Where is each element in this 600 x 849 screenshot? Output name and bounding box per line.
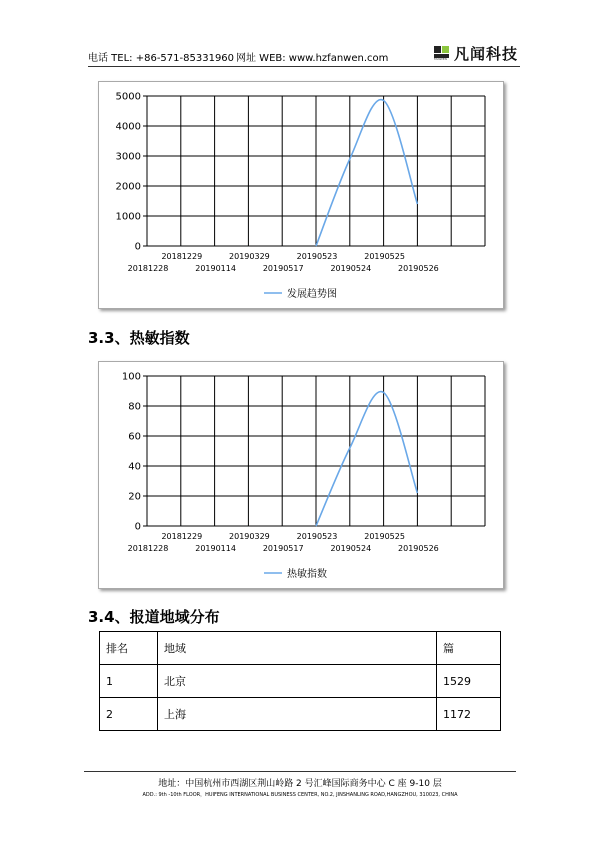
x-tick-label: 20190329 — [229, 532, 270, 541]
series-line — [316, 100, 417, 246]
cell-rank: 2 — [100, 698, 158, 731]
footer-address-en: ADD.: 9th -10th FLOOR，HUIFENG INTERNATIONAL BUSINESS CENTER, NO.2, JINSHANLING ROAD,HANGZHOU, 310023, CHINA — [142, 792, 458, 798]
header-cell-region: 地域 — [158, 632, 437, 665]
footer-divider — [84, 771, 516, 772]
header-tel: 电话 TEL: +86-571-85331960 — [88, 53, 235, 64]
x-tick-label: 20190524 — [330, 264, 372, 273]
x-tick-label: 20190526 — [398, 544, 439, 553]
heat-index-heading: 3.3、热敏指数 — [88, 329, 190, 347]
trend-chart-svg — [99, 82, 503, 308]
y-tick-label: 40 — [128, 461, 141, 473]
y-tick-label: 0 — [134, 521, 141, 533]
x-tick-label: 20181228 — [127, 544, 169, 553]
page-header — [88, 40, 520, 70]
x-tick-label: 20181229 — [161, 252, 203, 261]
legend-label: 热敏指数 — [287, 569, 327, 580]
trend-chart — [98, 81, 504, 309]
cell-count: 1529 — [437, 665, 501, 698]
y-tick-label: 5000 — [115, 91, 141, 103]
x-tick-label: 20190523 — [296, 532, 338, 541]
y-tick-label: 0 — [134, 241, 141, 253]
header-cell-count: 篇 — [437, 632, 501, 665]
x-tick-label: 20190114 — [195, 544, 236, 553]
logo-mark-icon: FANWEN — [434, 46, 450, 61]
cell-count: 1172 — [437, 698, 501, 731]
y-tick-label: 2000 — [115, 181, 141, 193]
cell-region: 上海 — [158, 698, 437, 731]
y-tick-label: 3000 — [115, 151, 141, 163]
y-tick-label: 20 — [128, 491, 141, 503]
x-tick-label: 20190526 — [398, 264, 439, 273]
header-divider — [88, 66, 520, 67]
region-distribution-heading: 3.4、报道地域分布 — [88, 608, 220, 626]
company-logo — [434, 43, 518, 64]
x-tick-label: 20190525 — [364, 252, 405, 261]
x-tick-label: 20190524 — [330, 544, 372, 553]
x-tick-label: 20190114 — [195, 264, 236, 273]
cell-region: 北京 — [158, 665, 437, 698]
header-cell-rank: 排名 — [100, 632, 158, 665]
region-table — [99, 631, 501, 731]
table-row — [100, 665, 501, 698]
x-tick-label: 20181229 — [161, 532, 203, 541]
y-tick-label: 4000 — [115, 121, 141, 133]
x-tick-label: 20190329 — [229, 252, 270, 261]
x-tick-label: 20190517 — [262, 544, 304, 553]
series-line — [316, 392, 417, 526]
header-web: 网址 WEB: www.hzfanwen.com — [236, 53, 389, 64]
y-tick-label: 100 — [121, 371, 141, 383]
cell-rank: 1 — [100, 665, 158, 698]
heat-index-chart-svg — [99, 362, 503, 588]
legend-label: 发展趋势图 — [287, 289, 337, 300]
heat-index-chart — [98, 361, 504, 589]
y-tick-label: 60 — [128, 431, 141, 443]
y-tick-label: 80 — [128, 401, 141, 413]
table-header-row — [100, 632, 501, 665]
x-tick-label: 20190525 — [364, 532, 405, 541]
footer-address-cn: 地址：中国杭州市西湖区荆山岭路 2 号汇峰国际商务中心 C 座 9-10 层 — [158, 779, 442, 789]
logo-text: 凡闻科技 — [453, 45, 518, 63]
y-tick-label: 1000 — [115, 211, 141, 223]
x-tick-label: 20181228 — [127, 264, 169, 273]
x-tick-label: 20190517 — [262, 264, 304, 273]
x-tick-label: 20190523 — [296, 252, 338, 261]
table-row — [100, 698, 501, 731]
